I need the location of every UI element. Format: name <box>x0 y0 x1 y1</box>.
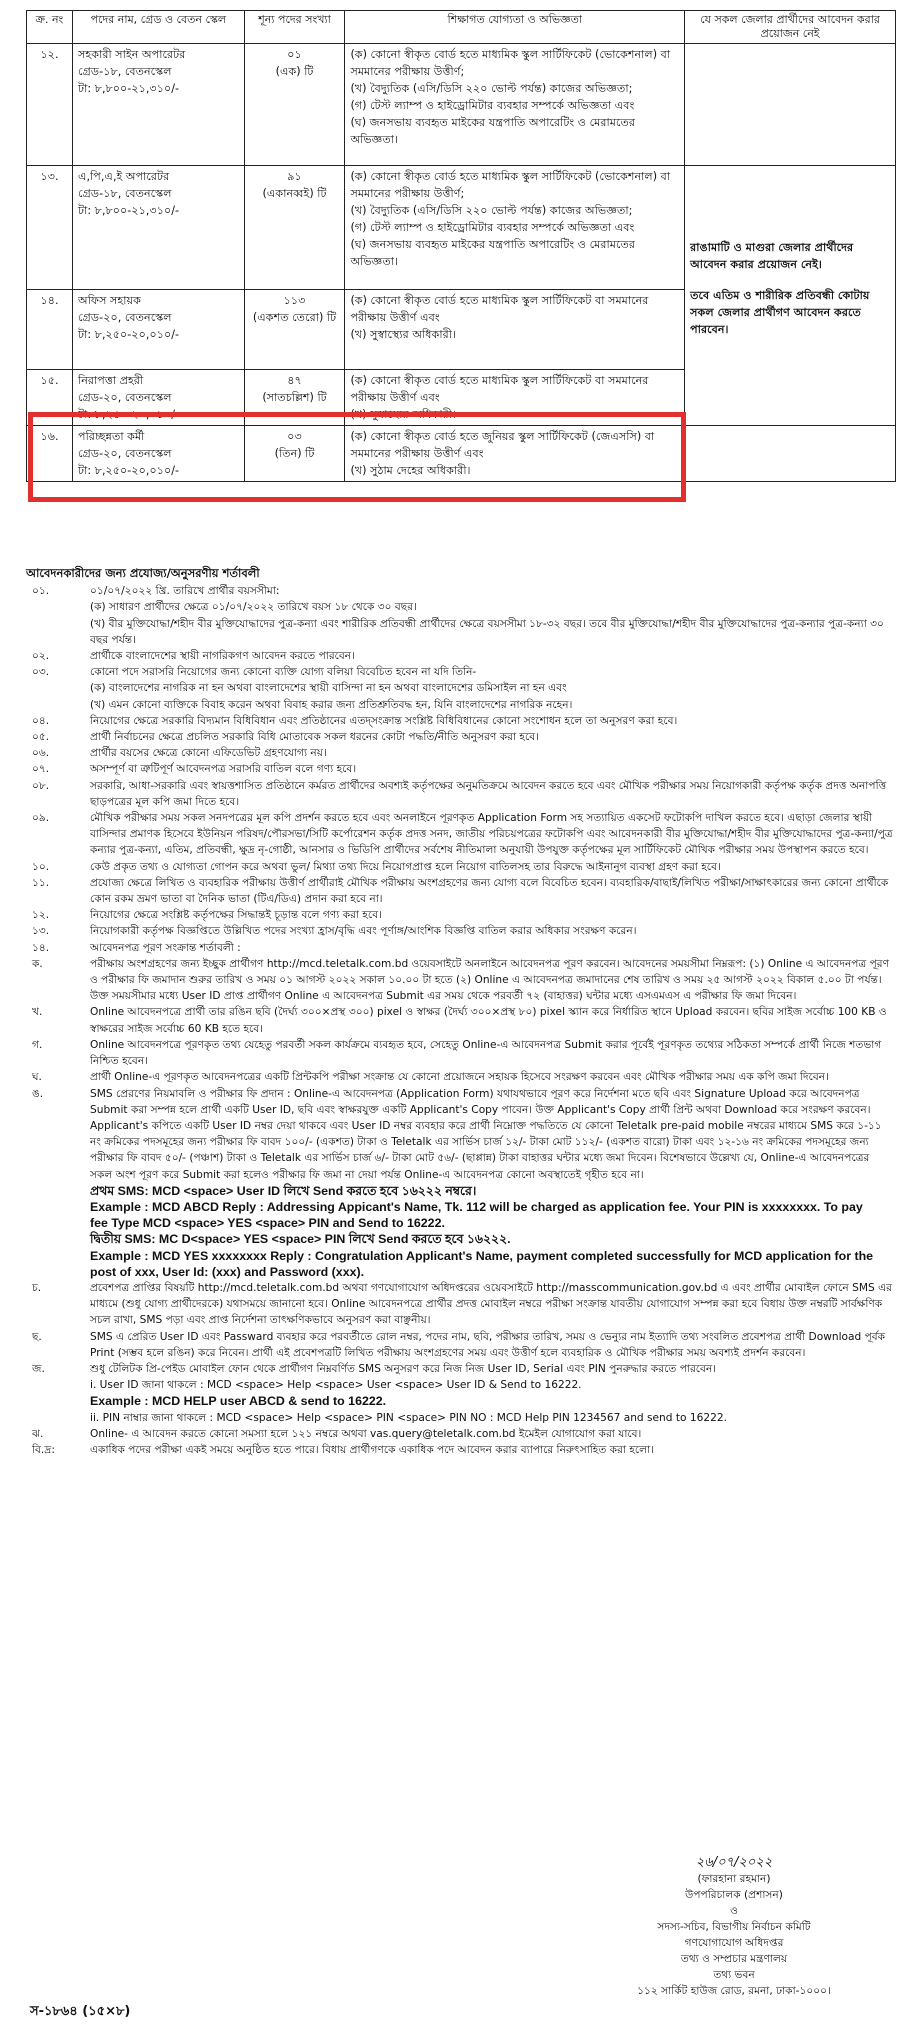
post-grade: গ্রেড-২০, বেতনস্কেল <box>78 311 172 324</box>
terms-item-line: Example : MCD YES xxxxxxxx Reply : Congratulation Applicant's Name, payment completed successfully for MCD application for the post of xxx, User Id: (xxx) and Password (xxx). <box>90 1248 874 1279</box>
terms-item-line: নিয়োগকারী কর্তৃপক্ষ বিজ্ঞপ্তিতে উল্লিখিত পদের সংখ্যা হ্রাস/বৃদ্ধি এবং পূর্ণাঙ্গ/আংশিক বিজ্ঞপ্তি বাতিল করার অধিকার সংরক্ষণ করেন। <box>90 925 637 938</box>
vacancy-words: (এক) টি <box>275 65 314 78</box>
terms-item <box>26 1426 894 1442</box>
post-grade: গ্রেড-২০, বেতনস্কেল <box>78 391 172 404</box>
table-row <box>27 166 896 290</box>
terms-item-line: নিয়োগের ক্ষেত্রে সংশ্লিষ্ট কর্তৃপক্ষের সিদ্ধান্তই চূড়ান্ত বলে গণ্য করা হবে। <box>90 909 382 922</box>
terms-item-line: SMS প্রেরণের নিয়মাবলি ও পরীক্ষার ফি প্রদান : Online-এ আবেদনপত্র (Application Form) যথাযথভাবে পূরণ করে নির্দেশনা মতে ছবি এবং Signature Upload করে আবেদনপত্র Submit করা সম্পন্ন হলে প্রার্থী একটি User ID, ছবি এবং স্বাক্ষরযুক্ত একটি Applicant's Copy পাবেন। উক্ত Applicant's Copy প্রার্থী প্রিন্ট অথবা Download করে সংরক্ষণ করবেন। Applicant's কপিতে একটি User ID নম্বর দেয়া থাকবে এবং User ID নম্বর ব্যবহার করে প্রার্থী নিম্নোক্ত পদ্ধতিতে যে কোনো Teletalk pre-paid mobile নম্বরের মাধ্যমে SMS করে ১-১১ নং ক্রমিকের পদসমূহের জন্য পরীক্ষার ফি বাবদ ১০০/- (একশত) টাকা ও Teletalk এর সার্ভিস চার্জ ১২/- টাকা মোট ১১২/- (একশত বারো) টাকা এবং ১২-১৬ নং ক্রমিকের পদসমূহের জন্য পরীক্ষার ফি বাবদ ৫০/- (পঞ্চাশ) টাকা ও Teletalk এর সার্ভিস চার্জ ৬/- টাকা মোট ৫৬/- (ছাপ্পান্ন) টাকা বাহাত্তর ঘন্টার মধ্যে জমা দিবেন। বিশেষভাবে উল্লেখ্য যে, Online-এ আবেদনপত্রের সকল অংশ পূরণ করে Submit করা হলেও পরীক্ষার ফি জমা না দেয়া পর্যন্ত Online-এ আবেদনপত্র কোনো অবস্থাতেই গৃহীত হবে না। <box>90 1087 882 1181</box>
terms-item-number: ১৪. <box>32 941 50 954</box>
terms-item-line: নিয়োগের ক্ষেত্রে সরকারি বিদ্যমান বিধিবিধান এবং প্রতিষ্ঠানের এতদ্‌সংক্রান্ত সংশ্লিষ্ট বিধিবিধানের কোনো সংশোধন হলে তা অনুসরণ করা হবে। <box>90 714 678 727</box>
header-post: পদের নাম, গ্রেড ও বেতন স্কেল <box>73 11 245 44</box>
qualification-line: (খ) সুঠাম দেহের অধিকারী। <box>350 464 471 477</box>
terms-item <box>26 713 894 729</box>
terms-item-number: ছ. <box>32 1330 42 1343</box>
pay-scale: টা: ৮,২৫০-২০,০১০/- <box>78 328 180 341</box>
signatory-and: ও <box>730 1905 738 1917</box>
row-vacancy <box>244 44 345 166</box>
terms-item-number: ০৭. <box>32 763 50 776</box>
row-vacancy <box>244 426 345 482</box>
qualification-line: (গ) টেস্ট ল্যাম্প ও হাইড্রোমিটার ব্যবহার সম্পর্কে অভিজ্ঞতা এবং <box>350 221 635 234</box>
terms-title: আবেদনকারীদের জন্য প্রযোজ্য/অনুসরণীয় শর্তাবলী <box>26 566 260 580</box>
row-serial <box>27 290 73 370</box>
row-vacancy <box>244 370 345 426</box>
terms-item <box>26 745 894 761</box>
terms-item <box>26 1086 894 1280</box>
terms-item-line: (খ) বীর মুক্তিযোদ্ধা/শহীদ বীর মুক্তিযোদ্ধাদের পুত্র-কন্যা এবং শারীরিক প্রতিবন্ধী প্রার্থীদের ক্ষেত্রে বয়সসীমা ১৮-৩২ বছর। তবে বীর মুক্তিযোদ্ধা/শহীদ বীর মুক্তিযোদ্ধাদের পুত্র-কন্যার পুত্র-কন্যা ৩০ বছর পর্যন্ত। <box>90 617 884 646</box>
terms-item-line: (ক) সাধারণ প্রার্থীদের ক্ষেত্রে ০১/০৭/২০২২ তারিখে বয়স ১৮ থেকে ৩০ বছর। <box>90 601 417 614</box>
signature-date: ২৬/০৭/২০২২ <box>695 1855 773 1870</box>
terms-item-number: ১২. <box>32 909 50 922</box>
terms-item-number: বি.দ্র: <box>32 1443 55 1456</box>
terms-item-line: ii. PIN নাম্বার জানা থাকলে : MCD <space> Help <space> PIN <space> PIN NO : MCD Help PIN 1234567 and send to 16222. <box>90 1411 727 1424</box>
row-qualification <box>345 370 685 426</box>
qualification-line: (খ) সুস্বাস্থ্যের অধিকারী। <box>350 408 456 421</box>
terms-item <box>26 729 894 745</box>
terms-item <box>26 761 894 777</box>
row-vacancy <box>244 290 345 370</box>
terms-item-number: ঝ. <box>32 1427 44 1440</box>
terms-item-line: (ক) বাংলাদেশের নাগরিক না হন অথবা বাংলাদেশের স্থায়ী বাসিন্দা না হন অথবা বাংলাদেশের ডমিসাইল না হন এবং <box>90 682 567 695</box>
terms-item <box>26 859 894 875</box>
terms-item-number: ঙ. <box>32 1087 44 1100</box>
terms-item <box>26 1442 894 1458</box>
post-name: এ,পি,এ,ই অপারেটর <box>78 170 170 183</box>
qualification-line: (ঘ) জনসভায় ব্যবহৃত মাইকের যন্ত্রপাতি অপারেটিং ও মেরামতের অভিজ্ঞতা। <box>350 116 635 146</box>
terms-item-line: কেউ প্রকৃত তথ্য ও যোগ্যতা গোপন করে অথবা ভুল/ মিথ্যা তথ্য দিয়ে নিয়োগপ্রাপ্ত হলে নিয়োগ বাতিলসহ তার বিরুদ্ধে আইনানুগ ব্যবস্থা গ্রহণ করা হবে। <box>90 860 721 873</box>
qualification-line: (খ) বৈদ্যুতিক (এসি/ডিসি ২২০ ভোল্ট পর্যন্ত) কাজের অভিজ্ঞতা; <box>350 204 633 217</box>
table-row <box>27 44 896 166</box>
terms-item-line: একাধিক পদের পরীক্ষা একই সময়ে অনুষ্ঠিত হতে পারে। বিধায় প্রার্থীগণকে একাধিক পদে আবেদন করার ব্যাপারে নিরুৎসাহিত করা হলো। <box>90 1443 654 1456</box>
terms-item-line: দ্বিতীয় SMS: MC D<space> YES <space> PIN লিখে Send করতে হবে ১৬২২২. <box>90 1232 511 1247</box>
terms-item-number: চ. <box>32 1281 42 1294</box>
terms-item-number: ১৩. <box>32 925 50 938</box>
post-name: সহকারী সাইন অপারেটর <box>78 48 186 61</box>
signatory-address: ১১২ সার্কিট হাউজ রোড, রমনা, ঢাকা-১০০০। <box>637 1985 831 1997</box>
terms-item-line: কোনো পদে সরাসরি নিয়োগের জন্য কোনো ব্যক্তি যোগ্য বলিয়া বিবেচিত হবেন না যদি তিনি- <box>90 666 477 679</box>
terms-item <box>26 810 894 859</box>
terms-item-number: ০৯. <box>32 812 50 825</box>
terms-item <box>26 1069 894 1085</box>
note-excluded: রাঙামাটি ও মাগুরা জেলার প্রার্থীদের আবেদন করার প্রয়োজন নেই। <box>690 241 854 271</box>
qualification-line: (ক) কোনো স্বীকৃত বোর্ড হতে মাধ্যমিক স্কুল সার্টিফিকেট বা সমমানের পরীক্ষায় উত্তীর্ণ এবং <box>350 294 649 324</box>
vacancy-words: (একানব্বই) টি <box>262 187 327 200</box>
qualification-line: (ক) কোনো স্বীকৃত বোর্ড হতে মাধ্যমিক স্কুল সার্টিফিকেট (ভোকেশনাল) বা সমমানের পরীক্ষায় উত্তীর্ণ; <box>350 170 671 200</box>
terms-item-line: প্রথম SMS: MCD <space> User ID লিখে Send করতে হবে ১৬২২২ নম্বরে। <box>90 1183 477 1198</box>
signatory-office: গণযোগাযোগ অধিদপ্তর <box>684 1937 784 1949</box>
terms-item-line: শুধু টেলিটক প্রি-পেইড মোবাইল ফোন থেকে প্রার্থীগণ নিম্নবর্ণিত SMS অনুসরণ করে নিজ নিজ User ID, Serial এবং PIN পুনরুদ্ধার করতে পারবেন। <box>90 1362 717 1375</box>
terms-item-line: (খ) এমন কোনো ব্যক্তিকে বিবাহ করেন অথবা বিবাহ করার জন্য প্রতিশ্রুতিবদ্ধ হন, যিনি বাংলাদেশের নাগরিক নহেন। <box>90 698 573 711</box>
post-name: নিরাপত্তা প্রহরী <box>78 374 144 387</box>
terms-item-line: Online আবেদনপত্রে পূরণকৃত তথ্য যেহেতু পরবর্তী সকল কার্যক্রমে ব্যবহৃত হবে, সেহেতু Online-এ আবেদনপত্র Submit করার পূর্বেই পূরণকৃত তথ্যের সঠিকতা সম্পর্কে প্রার্থী নিজে শতভাগ নিশ্চিত হবেন। <box>90 1038 882 1068</box>
vacancy-words: (সাতচল্লিশ) টি <box>262 391 327 404</box>
terms-item-number: ০১. <box>32 585 50 598</box>
post-grade: গ্রেড-২০, বেতনস্কেল <box>78 447 172 460</box>
terms-item-number: ০৫. <box>32 731 50 744</box>
terms-item-number: জ. <box>32 1362 45 1375</box>
pay-scale: টা: ৮,৮০০-২১,৩১০/- <box>78 82 180 95</box>
terms-item-number: ঘ. <box>32 1071 42 1084</box>
pay-scale: টা: ৮,৮০০-২১,৩১০/- <box>78 204 180 217</box>
terms-item-number: ০৬. <box>32 747 50 760</box>
serial-number: ১৩. <box>40 170 59 183</box>
post-grade: গ্রেড-১৮, বেতনস্কেল <box>78 187 172 200</box>
terms-item-line: SMS এ প্রেরিত User ID এবং Passward ব্যবহার করে পরবর্তীতে রোল নম্বর, পদের নাম, ছবি, পরীক্ষার তারিখ, সময় ও ভেন্যুর নাম ইত্যাদি তথ্য সংবলিত প্রবেশপত্র প্রার্থী Download পূর্বক Print (সম্ভব হলে রঙিন) করে নিবেন। প্রার্থী এই প্রবেশপত্রটি লিখিত পরীক্ষায় অংশগ্রহণের সময় এবং উত্তীর্ণ হলে ব্যবহারিক ও মৌখিক পরীক্ষার সময় অবশ্যই প্রদর্শন করবেন। <box>90 1330 886 1359</box>
terms-item-number: ০৩. <box>32 666 50 679</box>
serial-number: ১৪. <box>40 294 59 307</box>
row-vacancy <box>244 166 345 290</box>
pay-scale: টা: ৮,২৫০-২০,০১০/- <box>78 408 180 421</box>
terms-item <box>26 1361 894 1426</box>
terms-item-line: প্রার্থী নির্বাচনের ক্ষেত্রে প্রচলিত সরকারি বিধি মোতাবেক সকল ধরনের কোটা পদ্ধতি/নীতি অনুসরণ করা হবে। <box>90 731 539 744</box>
vacancy-words: (একশত তেরো) টি <box>252 311 337 324</box>
vacancy-count: ৯১ <box>287 170 302 183</box>
vacancy-count: ০১ <box>287 48 302 61</box>
terms-item-line: Online- এ আবেদন করতে কোনো সমস্যা হলে ১২১ নম্বরে অথবা vas.query@teletalk.com.bd ইমেইল যোগাযোগ করা যাবে। <box>90 1427 642 1440</box>
table-header-row <box>27 11 896 44</box>
post-grade: গ্রেড-১৮, বেতনস্কেল <box>78 65 172 78</box>
terms-item-line: প্রবেশপত্র প্রাপ্তির বিষয়টি http://mcd.teletalk.com.bd অথবা গণযোগাযোগ অধিদপ্তরের ওয়েবসাইটে http://masscommunication.gov.bd এ এবং প্রার্থীর মোবাইল ফোনে SMS এর মাধ্যমে (শুধু যোগ্য প্রার্থীদেরকে) যথাসময়ে জানানো হবে। Online আবেদনপত্রে প্রার্থীর প্রদত্ত মোবাইল নম্বরে পরীক্ষা সংক্রান্ত যাবতীয় যোগাযোগ সম্পন্ন করা হবে বিধায় উক্ত নম্বরটি সার্বক্ষণিক সচল রাখা, SMS পড়া এবং প্রাপ্ত নির্দেশনা তাৎক্ষণিকভাবে অনুসরণ করা বাঞ্ছনীয়। <box>90 1281 892 1327</box>
terms-item-line: fee Type MCD <space> YES <space> PIN and Send to 16222. <box>90 1216 445 1231</box>
terms-item-line: Example : MCD ABCD Reply : Addressing Appicant's Name, Tk. 112 will be charged as application fee. Your PIN is xxxxxxxx. To pay <box>90 1199 863 1214</box>
row-qualification <box>345 44 685 166</box>
header-qualification: শিক্ষাগত যোগ্যতা ও অভিজ্ঞতা <box>345 11 685 44</box>
row-qualification <box>345 166 685 290</box>
row-post <box>73 290 245 370</box>
row-post <box>73 426 245 482</box>
terms-item-line: i. User ID জানা থাকলে : MCD <space> Help <space> User <space> User ID & Send to 16222. <box>90 1379 582 1392</box>
row-qualification <box>345 290 685 370</box>
vacancy-count: ১১৩ <box>283 294 306 307</box>
terms-item <box>26 1037 894 1069</box>
terms-item-number: ০২. <box>32 650 50 663</box>
terms-item-line: ০১/০৭/২০২২ খ্রি. তারিখে প্রার্থীর বয়সসীমা: <box>90 585 280 598</box>
row-excluded-districts <box>685 44 896 166</box>
serial-number: ১৫. <box>40 374 59 387</box>
row-serial <box>27 44 73 166</box>
footer-code: স-১৮৬৪ (১৫×৮) <box>30 2004 131 2019</box>
terms-item <box>26 778 894 810</box>
serial-number: ১২. <box>40 48 59 61</box>
terms-item-line: প্রার্থী Online-এ পূরণকৃত আবেদনপত্রের একটি প্রিন্টকপি পরীক্ষা সংক্রান্ত যে কোনো প্রয়োজনে সহায়ক হিসেবে সংরক্ষণ করবেন এবং মৌখিক পরীক্ষার সময় এক কপি জমা দিবেন। <box>90 1071 829 1084</box>
terms-item-number: ০৪. <box>32 714 50 727</box>
post-name: অফিস সহায়ক <box>78 294 141 307</box>
row-serial <box>27 166 73 290</box>
terms-item <box>26 956 894 1005</box>
signatory-role: সদস্য-সচিব, বিভাগীয় নির্বাচন কমিটি <box>657 1921 811 1933</box>
row-post <box>73 44 245 166</box>
table-row <box>27 426 896 482</box>
terms-item <box>26 907 894 923</box>
terms-item <box>26 1004 894 1036</box>
terms-item-number: খ. <box>32 1006 43 1019</box>
row-serial <box>27 426 73 482</box>
signatory-building: তথ্য ভবন <box>713 1969 755 1981</box>
qualification-line: (ক) কোনো স্বীকৃত বোর্ড হতে জুনিয়র স্কুল সার্টিফিকেট (জেএসসি) বা সমমানের পরীক্ষায় উত্তীর্ণ এবং <box>350 430 655 460</box>
signatory-ministry: তথ্য ও সম্প্রচার মন্ত্রণালয় <box>680 1953 788 1965</box>
signatory-name: (ফারহানা রহমান) <box>697 1873 771 1885</box>
terms-item-number: ১১. <box>32 876 50 889</box>
terms-item-line: পরীক্ষায় অংশগ্রহণের জন্য ইচ্ছুক প্রার্থীগণ http://mcd.teletalk.com.bd ওয়েবসাইটে অনলাইনে আবেদনপত্র পূরণ করবেন। আবেদনের সময়সীমা নিম্নরূপ: (১) Online এ আবেদনপত্র পূরণ ও পরীক্ষার ফি জমাদান শুরুর তারিখ ও সময় ০১ আগস্ট ২০২২ সকাল ১০.০০ টা হতে (২) Online এ আবেদনপত্র জমাদানের শেষ তারিখ ও সময় ২৫ আগস্ট ২০২২ বিকাল ৫.০০ টা পর্যন্ত। উক্ত সময়সীমার মধ্যে User ID প্রাপ্ত প্রার্থীগণ Online এ আবেদনপত্র Submit এর সময় থেকে পরবর্তী ৭২ (বাহাত্তর) ঘন্টার মধ্যে এসএমএস এ পরীক্ষার ফি জমা দিবেন। <box>90 957 890 1003</box>
terms-item <box>26 1329 894 1361</box>
note-quota: তবে এতিম ও শারীরিক প্রতিবন্ধী কোটায় সকল জেলার প্রার্থীগণ আবেদন করতে পারবেন। <box>690 289 870 336</box>
terms-item-line: Example : MCD HELP user ABCD & send to 16222. <box>90 1394 387 1409</box>
qualification-line: (ক) কোনো স্বীকৃত বোর্ড হতে মাধ্যমিক স্কুল সার্টিফিকেট বা সমমানের পরীক্ষায় উত্তীর্ণ এবং <box>350 374 649 404</box>
terms-item-line: আবেদনপত্র পূরণ সংক্রান্ত শর্তাবলী : <box>90 941 241 954</box>
terms-item-line: মৌখিক পরীক্ষার সময় সকল সনদপত্রের মূল কপি প্রদর্শন করতে হবে এবং অনলাইনে পূরণকৃত Application Form সহ সত্যায়িত একসেট ফটোকপি দাখিল করতে হবে। এছাড়া জেলার স্থায়ী বাসিন্দার প্রমাণক হিসেবে ইউনিয়ন পরিষদ/পৌরসভা/সিটি কর্পোরেশন কর্তৃক প্রদত্ত সনদ, জাতীয় পরিচয়পত্রের ফটোকপি এবং আবেদনকারী বীর মুক্তিযোদ্ধা/শহীদ বীর মুক্তিযোদ্ধাদের পুত্র-কন্যা/পুত্র কন্যার পুত্র-কন্যা, এতিম, প্রতিবন্ধী, ক্ষুদ্র নৃ-গোষ্ঠী, আনসার ও ভিডিপি প্রার্থীদের সর্বশেষ নীতিমালা অনুযায়ী উপযুক্ত কর্তৃপক্ষের মূল সার্টিফিকেট মৌখিক পরীক্ষার সময় উপস্থাপন করতে হবে। <box>90 812 893 857</box>
terms-item-number: ১০. <box>32 860 50 873</box>
terms-item <box>26 1280 894 1329</box>
row-excluded-districts <box>685 426 896 482</box>
row-qualification <box>345 426 685 482</box>
terms-item-number: ০৮. <box>32 779 50 792</box>
terms-item <box>26 648 894 664</box>
pay-scale: টা: ৮,২৫০-২০,০১০/- <box>78 464 180 477</box>
qualification-line: (ক) কোনো স্বীকৃত বোর্ড হতে মাধ্যমিক স্কুল সার্টিফিকেট (ভোকেশনাল) বা সমমানের পরীক্ষায় উত্তীর্ণ; <box>350 48 671 78</box>
terms-item-line: Online আবেদনপত্রে প্রার্থী তার রঙিন ছবি (দৈর্ঘ্য ৩০০×প্রস্থ ৩০০) pixel ও স্বাক্ষর (দৈর্ঘ্য ৩০০×প্রস্থ ৮০) pixel স্ক্যান করে নির্ধারিত স্থানে Upload করবেন। ছবির সাইজ সর্বোচ্চ 100 KB ও স্বাক্ষরের সাইজ সর্বোচ্চ 60 KB হতে হবে। <box>90 1006 887 1035</box>
post-name: পরিচ্ছন্নতা কর্মী <box>78 430 145 443</box>
row-post <box>73 166 245 290</box>
header-excluded-districts: যে সকল জেলার প্রার্থীদের আবেদন করার প্রয়োজন নেই <box>685 11 896 44</box>
terms-item <box>26 923 894 939</box>
terms-item-number: ক. <box>32 957 43 970</box>
terms-item <box>26 940 894 956</box>
qualification-line: (খ) সুস্বাস্থ্যের অধিকারী। <box>350 328 456 341</box>
row-post <box>73 370 245 426</box>
excluded-districts-note <box>685 166 896 426</box>
vacancy-count: ০৩ <box>287 430 302 443</box>
terms-item-line: প্রার্থীর বয়সের ক্ষেত্রে কোনো এফিডেভিট গ্রহণযোগ্য নয়। <box>90 747 327 760</box>
vacancy-count: ৪৭ <box>287 374 302 387</box>
terms-item <box>26 664 894 713</box>
terms-item-line: অসম্পূর্ণ বা ত্রুটিপূর্ণ আবেদনপত্র সরাসরি বাতিল বলে গণ্য হবে। <box>90 763 357 776</box>
terms-section <box>26 565 894 1458</box>
qualification-line: (খ) বৈদ্যুতিক (এসি/ডিসি ২২০ ভোল্ট পর্যন্ত) কাজের অভিজ্ঞতা; <box>350 82 633 95</box>
qualification-line: (ঘ) জনসভায় ব্যবহৃত মাইকের যন্ত্রপাতি অপারেটিং ও মেরামতের অভিজ্ঞতা। <box>350 238 635 268</box>
header-serial: ক্র. নং <box>27 11 73 44</box>
vacancy-table <box>26 10 896 482</box>
serial-number: ১৬. <box>40 430 59 443</box>
terms-item-number: গ. <box>32 1038 43 1051</box>
row-serial <box>27 370 73 426</box>
terms-item-line: প্রার্থীকে বাংলাদেশের স্থায়ী নাগরিকগণ আবেদন করতে পারবেন। <box>90 650 355 663</box>
qualification-line: (গ) টেস্ট ল্যাম্প ও হাইড্রোমিটার ব্যবহার সম্পর্কে অভিজ্ঞতা এবং <box>350 99 635 112</box>
vacancy-words: (তিন) টি <box>274 447 315 460</box>
header-vacancy: শূন্য পদের সংখ্যা <box>244 11 345 44</box>
terms-item-line: সরকারি, আধা-সরকারি এবং স্বায়ত্তশাসিত প্রতিষ্ঠানে কর্মরত প্রার্থীদের অবশ্যই কর্তৃপক্ষের অনুমতিক্রমে আবেদন করতে হবে এবং মৌখিক পরীক্ষার সময় নিয়োগকারী কর্তৃপক্ষ কর্তৃক প্রদত্ত অনাপত্তি ছাড়পত্রের মূল কপি জমা দিতে হবে। <box>90 779 887 808</box>
signatory-title: উপপরিচালক (প্রশাসন) <box>685 1889 783 1901</box>
terms-item <box>26 875 894 907</box>
terms-item-line: প্রযোজ্য ক্ষেত্রে লিখিত ও ব্যবহারিক পরীক্ষায় উত্তীর্ণ প্রার্থীরাই মৌখিক পরীক্ষায় অংশগ্রহণের জন্য যোগ্য বলে বিবেচিত হবেন। ব্যবহারিক/বাছাই/লিখিত পরীক্ষা/সাক্ষাৎকারের জন্য কোনো প্রার্থীকে কোন রকম ভ্রমণ ভাতা বা দৈনিক ভাতা (টিএ/ডিএ) প্রদান করা হবে না। <box>90 876 889 906</box>
terms-item <box>26 583 894 648</box>
signature-block <box>584 1855 884 1999</box>
